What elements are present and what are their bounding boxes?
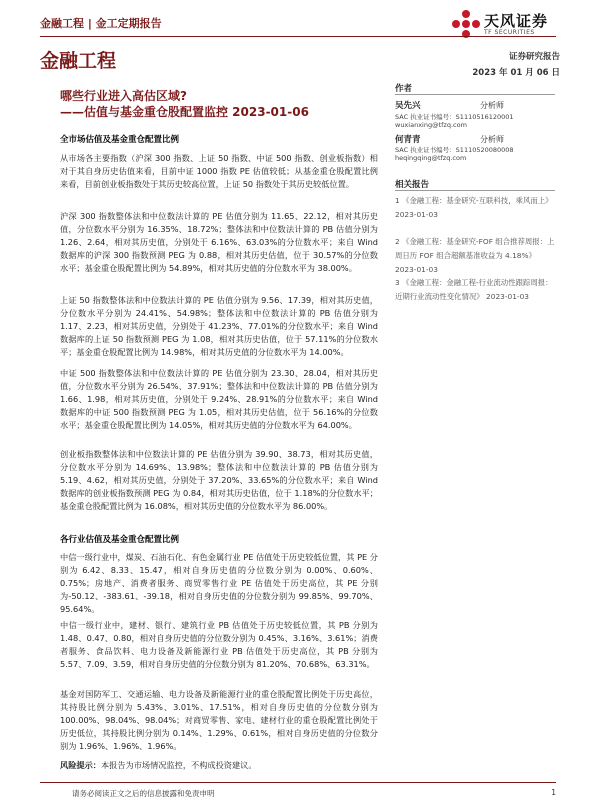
report-date: 2023 年 01 月 06 日 bbox=[472, 68, 560, 78]
paragraph-industry-pe: 中信一级行业中，煤炭、石油石化、有色金属行业 PE 估值处于历史较低位置，其 PE 分别为 6.42、8.33、15.47，相对自身历史值的分位数分别为 0.00%、0.60%、0.75%；房地产、消费者服务、商贸零售行业 PE 估值处于历史高位，其 PE 分别为-50.12、-383.61、-39.18，相对自身历史值的分位数分别为 99.85%、99.70%、95.64%。 bbox=[60, 552, 378, 614]
footer-disclaimer: 请务必阅读正文之后的信息披露和免责申明 bbox=[72, 789, 215, 798]
logo-name: 天风证券 bbox=[484, 12, 549, 30]
paragraph-sz50: 上证 50 指数整体法和中位数法计算的 PE 估值分别为 9.56、17.39，相对其历史值，分位数水平分别为 24.41%、54.98%；整体法和中位数法计算的 PB 估值分别为 1.17、2.23，相对其历史值，分别处于 41.23%、77.01%的分位数水平；来自 Wind 数据库的上证 50 指数预测 PEG 为 1.08，相对其历史估值，位于 57.11%的分位数水平；基金重仓股配置比例为 14.98%，相对其历史值的分位数水平为 14.00%。 bbox=[60, 295, 378, 357]
author-sac: SAC 执业证书编号：S1110520080008 bbox=[395, 146, 514, 154]
section-heading-market: 全市场估值及基金重仓配置比例 bbox=[60, 135, 180, 145]
author-role: 分析师 bbox=[480, 101, 504, 110]
related-report-item[interactable]: 2 《金融工程：基金研究-FOF 组合推荐周报：上周日历 FOF 组合超额基准收益为 4.18%》 2023-01-03 bbox=[395, 237, 555, 274]
authors-heading: 作者 bbox=[395, 84, 413, 94]
author-role: 分析师 bbox=[480, 135, 504, 144]
risk-label: 风险提示： bbox=[60, 760, 101, 770]
authors-divider bbox=[395, 94, 555, 95]
report-title-line-2: ——估值与基金重仓股配置监控 2023-01-06 bbox=[60, 105, 309, 119]
paragraph-hs300: 沪深 300 指数整体法和中位数法计算的 PE 估值分别为 11.65、22.12，相对其历史值，分位数水平分别为 16.35%、18.72%；整体法和中位数法计算的 PB 估值分别为 1.26、2.64，相对其历史值，分别处于 6.16%、63.03%的分位数水平；来自 Wind 数据库的沪深 300 指数预测 PEG 为 0.88，相对其历史估值，位于 30.57%的分位数水平；基金重仓股配置比例为 54.89%，相对其历史值的分位数水平为 38.00%。 bbox=[60, 211, 378, 273]
related-report-item[interactable]: 3 《金融工程：金融工程-行业流动性跟踪周报：近期行业流动性变化情况》 2023-01-03 bbox=[395, 278, 553, 301]
risk-warning bbox=[60, 760, 257, 771]
related-divider bbox=[395, 190, 555, 191]
risk-text: 本报告为市场情况监控，不构成投资建议。 bbox=[100, 760, 257, 770]
header-divider bbox=[40, 36, 556, 37]
related-report-item[interactable]: 1 《金融工程：基金研究-互联科技，乘风而上》 2023-01-03 bbox=[395, 196, 553, 219]
section-heading-industry: 各行业估值及基金重仓配置比例 bbox=[60, 535, 180, 545]
paragraph-fund-allocation: 基金对国防军工、交通运输、电力设备及新能源行业的重仓股配置比例处于历史高位，其持股比例分别为 5.43%、3.01%、17.51%，相对自身历史值的分位数分别为 100.00%、98.04%、98.04%；对商贸零售、家电、建材行业的重仓股配置比例处于历史低位，其持股比例分别为 0.14%、1.29%、0.61%，相对自身历史值的分位数分别为 1.96%、1.96%、1.96%。 bbox=[60, 689, 378, 751]
page-section-title: 金融工程 bbox=[40, 50, 117, 72]
paragraph-zz500: 中证 500 指数整体法和中位数法计算的 PE 估值分别为 23.30、28.04，相对其历史值，分位数水平分别为 26.54%、37.91%；整体法和中位数法计算的 PB 估值分别为 1.66、1.98，相对其历史值，分别处于 9.24%、28.91%的分位数水平；来自 Wind 数据库的中证 500 指数预测 PEG 为 1.05，相对其历史估值，位于 56.16%的分位数水平；基金重仓股配置比例为 14.05%，相对其历史值的分位数水平为 64.00%。 bbox=[60, 368, 378, 430]
related-reports-heading: 相关报告 bbox=[395, 180, 430, 190]
header-title: 金融工程 | 金工定期报告 bbox=[40, 17, 162, 30]
paragraph-chinext: 创业板指数整体法和中位数法计算的 PE 估值分别为 39.90、38.73，相对其历史值，分位数水平分别为 14.69%、13.98%；整体法和中位数法计算的 PB 估值分别为 5.19、4.62，相对其历史值，分别处于 37.20%、33.65%的分位数水平；来自 Wind 数据库的创业板指数预测 PEG 为 0.84，相对其历史估值，位于 1.18%的分位数水平；基金重仓股配置比例为 16.08%，相对其历史值的分位数水平为 86.00%。 bbox=[60, 449, 378, 511]
author-email[interactable]: heqingqing@tfzq.com bbox=[395, 154, 467, 162]
author-name: 吴先兴 bbox=[395, 101, 421, 111]
logo-english: TF SECURITIES bbox=[484, 29, 535, 36]
page-number: 1 bbox=[551, 788, 556, 797]
footer-divider bbox=[40, 782, 556, 783]
paragraph-industry-pb: 中信一级行业中，建材、银行、建筑行业 PB 估值处于历史较低位置，其 PB 分别为 1.48、0.47、0.80，相对自身历史值的分位数分别为 0.45%、3.16%、3.61%；消费者服务、食品饮料、电力设备及新能源行业 PB 估值处于历史高位，其 PB 分别为 5.57、7.09、3.59，相对自身历史值的分位数分别为 81.20%、70.68%、63.31%。 bbox=[60, 620, 378, 669]
report-title-line-1: 哪些行业进入高估区域? bbox=[60, 89, 187, 103]
paragraph-market-summary: 从市场各主要指数（沪深 300 指数、上证 50 指数、中证 500 指数、创业板指数）相对于其自身历史估值来看，目前中证 1000 指数 PE 估值较低；从基金重仓股配置比例来看，目前创业板指数处于其历史较高位置，上证 50 指数处于其历史较低位置。 bbox=[60, 153, 378, 189]
logo-mark-icon bbox=[452, 10, 480, 38]
author-sac: SAC 执业证书编号：S1110516120001 bbox=[395, 113, 514, 121]
author-name: 何青青 bbox=[395, 135, 421, 145]
author-email[interactable]: wuxianxing@tfzq.com bbox=[395, 121, 467, 129]
report-type: 证券研究报告 bbox=[508, 52, 560, 62]
